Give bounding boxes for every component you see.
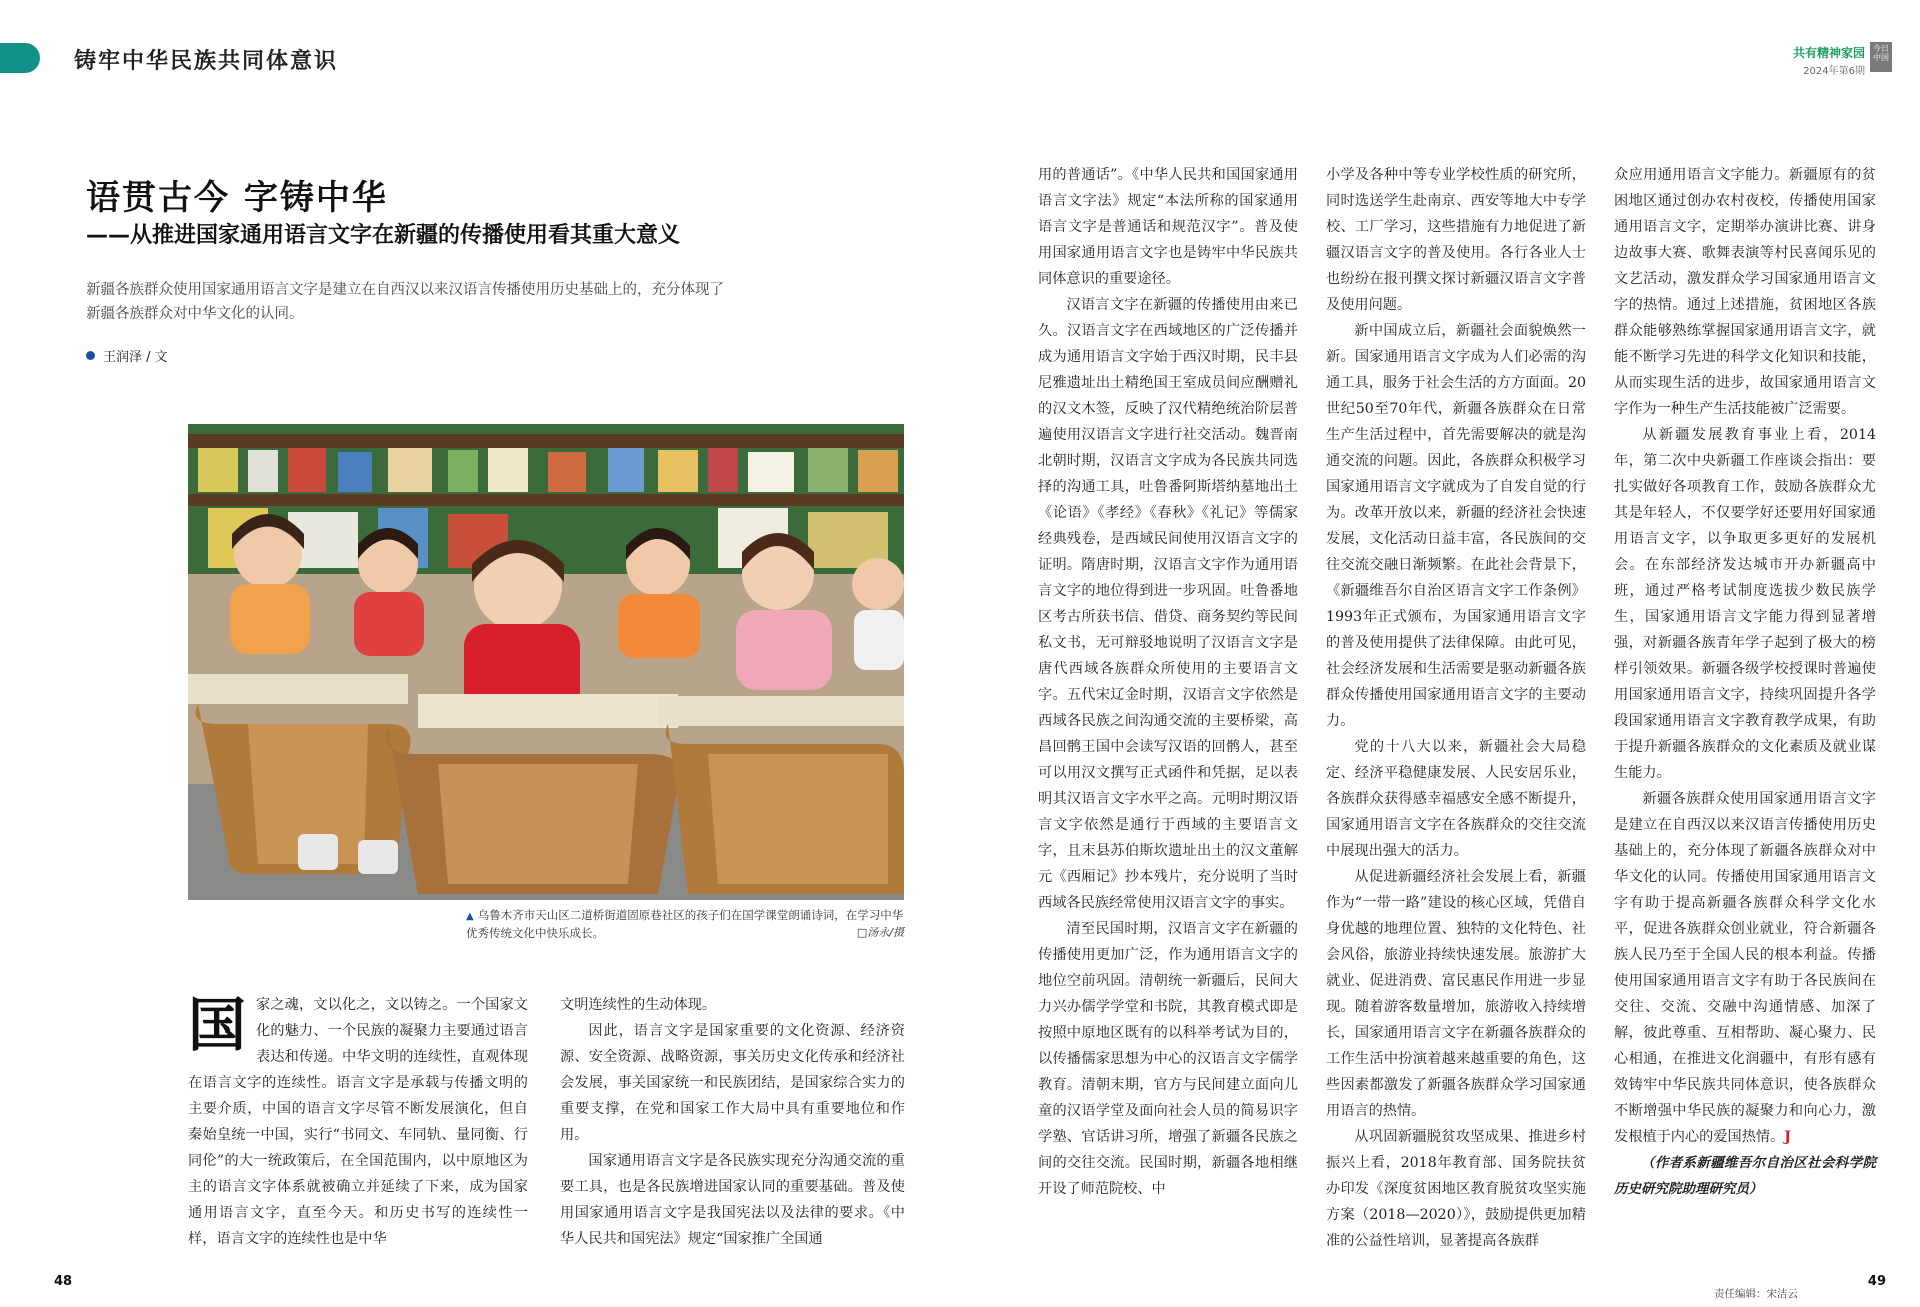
- photo-caption-text: 乌鲁木齐市天山区二道桥街道固原巷社区的孩子们在国学课堂朗诵诗词，在学习中华优秀传统文化中快乐成长。: [466, 908, 904, 940]
- photo-credit: □汤永/摄: [856, 926, 904, 939]
- author-name: 王润泽 / 文: [103, 350, 168, 365]
- body-paragraph: [1614, 786, 1876, 1150]
- body-column-3: [1038, 162, 1298, 1202]
- body-paragraph: 从促进新疆经济社会发展上看，新疆作为“一带一路”建设的核心区域，凭借自身优越的地理位置、独特的文化特色、社会风俗，旅游业持续快速发展。旅游扩大就业、促进消费、富民惠民作用进一步显现。随着游客数量增加，旅游收入持续增长，国家通用语言文字在新疆各族群众的工作生活中扮演着越来越重要的角色，这些因素都激发了新疆各族群众学习国家通用语言的热情。: [1326, 869, 1586, 1119]
- page-number-right: 49: [1867, 1274, 1886, 1289]
- caption-triangle-icon: ▲: [466, 911, 474, 922]
- body-paragraph: 国家通用语言文字是各民族实现充分沟通交流的重要工具，也是各民族增进国家认同的重要基础。普及使用国家通用语言文字是我国宪法以及法律的要求。《中华人民共和国宪法》规定“国家推广全国通: [560, 1153, 905, 1247]
- body-paragraph: 从巩固新疆脱贫攻坚成果、推进乡村振兴上看，2018年教育部、国务院扶贫办印发《深度贫困地区教育脱贫攻坚实施方案（2018—2020）》，鼓励提供更加精准的公益性培训，显著提高各族群: [1326, 1129, 1586, 1249]
- body-paragraph: 因此，语言文字是国家重要的文化资源、经济资源、安全资源、战略资源，事关历史文化传承和经济社会发展，事关国家统一和民族团结，是国家综合实力的重要支撑，在党和国家工作大局中具有重要地位和作用。: [560, 1023, 905, 1143]
- author-note: （作者系新疆维吾尔自治区社会科学院历史研究院助理研究员）: [1614, 1155, 1876, 1197]
- bullet-dot-icon: [86, 351, 95, 360]
- body-paragraph: 从新疆发展教育事业上看，2014年，第二次中央新疆工作座谈会指出：要扎实做好各项教育工作，鼓励各族群众尤其是年轻人，不仅要学好还要用好国家通用语言文字，以争取更多更好的发展机会。在东部经济发达城市开办新疆高中班，通过严格考试制度选拔少数民族学生，国家通用语言文字能力得到显著增强，对新疆各族青年学子起到了极大的榜样引领效果。新疆各级学校授课时普遍使用国家通用语言文字，持续巩固提升各学段国家通用语言文字教育教学成果，有助于提升新疆各族群众的文化素质及就业谋生能力。: [1614, 427, 1876, 781]
- article-lead: 新疆各族群众使用国家通用语言文字是建立在自西汉以来汉语言传播使用历史基础上的，充分体现了新疆各族群众对中华文化的认同。: [86, 282, 724, 322]
- drop-cap: 国: [188, 991, 247, 1059]
- body-column-5: [1614, 162, 1876, 1202]
- article-end-mark-icon: J: [1784, 1129, 1791, 1145]
- article-subheadline: ——从推进国家通用语言文字在新疆的传播使用看其重大意义: [86, 223, 681, 248]
- body-column-2: [560, 992, 905, 1252]
- body-paragraph: 新中国成立后，新疆社会面貌焕然一新。国家通用语言文字成为人们必需的沟通工具，服务于社会生活的方方面面。20世纪50至70年代，新疆各族群众在日常生产生活过程中，首先需要解决的就是沟通交流的问题。因此，各族群众积极学习国家通用语言文字就成为了自发自觉的行为。改革开放以来，新疆的经济社会快速发展，文化活动日益丰富，各民族间的交往交流交融日渐频繁。在此社会背景下，《新疆维吾尔自治区语言文字工作条例》1993年正式颁布，为国家通用语言文字的普及使用提供了法律保障。由此可见，社会经济发展和生活需要是驱动新疆各族群众传播使用国家通用语言文字的主要动力。: [1326, 323, 1586, 729]
- body-column-4: [1326, 162, 1586, 1254]
- body-paragraph: 小学及各种中等专业学校性质的研究所，同时选送学生赴南京、西安等地大中专学校、工厂学习，这些措施有力地促进了新疆汉语言文字的普及使用。各行各业人士也纷纷在报刊撰文探讨新疆汉语言文字普及使用问题。: [1326, 167, 1586, 313]
- body-column-1: [188, 992, 528, 1252]
- photo-caption: [466, 907, 906, 941]
- body-paragraph-text: 新疆各族群众使用国家通用语言文字是建立在自西汉以来汉语言传播使用历史基础上的，充分体现了新疆各族群众对中华文化的认同。传播使用国家通用语言文字有助于提高新疆各族群众科学文化水平，促进各族群众创业就业，符合新疆各族人民乃至于全国人民的根本利益。传播使用国家通用语言文字有助于各民族间在交往、交流、交融中沟通情感、加深了解，彼此尊重、互相帮助、凝心聚力、民心相通，在推进文化润疆中，有形有感有效铸牢中华民族共同体意识，使各族群众不断增强中华民族的凝聚力和向心力，激发根植于内心的爱国热情。: [1614, 791, 1876, 1145]
- article-author: [86, 346, 168, 365]
- page-number-left: 48: [54, 1274, 73, 1289]
- body-paragraph: 众应用通用语言文字能力。新疆原有的贫困地区通过创办农村夜校，传播使用国家通用语言文字，定期举办演讲比赛、讲身边故事大赛、歌舞表演等村民喜闻乐见的文艺活动，激发群众学习国家通用语言文字的热情。通过上述措施，贫困地区各族群众能够熟练掌握国家通用语言文字，就能不断学习先进的科学文化知识和技能，从而实现生活的进步，故国家通用语言文字作为一种生产生活技能被广泛需要。: [1614, 167, 1876, 417]
- brand-issue: 2024年第6期: [1803, 66, 1865, 77]
- body-paragraph: 汉语言文字在新疆的传播使用由来已久。汉语言文字在西域地区的广泛传播并成为通用语言文字始于西汉时期，民丰县尼雅遗址出土精绝国王室成员间应酬赠礼的汉文木签，反映了汉代精绝统治阶层普遍使用汉语言文字进行社交活动。魏晋南北朝时期，汉语言文字成为各民族共同选择的沟通工具，吐鲁番阿斯塔纳墓地出土《论语》《孝经》《春秋》《礼记》等儒家经典残卷，是西域民间使用汉语言文字的证明。隋唐时期，汉语言文字作为通用语言文字的地位得到进一步巩固。吐鲁番地区考古所获书信、借贷、商务契约等民间私文书，无可辩驳地说明了汉语言文字是唐代西域各族群众所使用的主要语言文字。五代宋辽金时期，汉语言文字依然是西域各民族之间沟通交流的主要桥梁，高昌回鹘王国中会读写汉语的回鹘人，甚至可以用汉文撰写正式函件和凭据，足以表明其汉语言文字水平之高。元明时期汉语言文字依然是通行于西域的主要语言文字，且末县苏伯斯坎遗址出土的汉文董解元《西厢记》抄本残片，充分说明了当时西域各民族经常使用汉语言文字的事实。: [1038, 297, 1298, 911]
- classroom-photo-illustration: [188, 424, 904, 900]
- section-tab-marker: [0, 43, 40, 73]
- body-paragraph: 党的十八大以来，新疆社会大局稳定、经济平稳健康发展、人民安居乐业，各族群众获得感幸福感安全感不断提升，国家通用语言文字在各族群众的交往交流中展现出强大的活力。: [1326, 739, 1586, 859]
- classroom-photo: [188, 424, 904, 900]
- brand-block: [1793, 44, 1865, 77]
- brand-name: 共有精神家园: [1792, 46, 1865, 60]
- article-headline: 语贯古今 字铸中华: [86, 178, 388, 218]
- body-paragraph: 用的普通话”。《中华人民共和国国家通用语言文字法》规定“本法所称的国家通用语言文字是普通话和规范汉字”。普及使用国家通用语言文字也是铸牢中华民族共同体意识的重要途径。: [1038, 167, 1298, 287]
- body-paragraph: 家之魂，文以化之，文以铸之。一个国家文化的魅力、一个民族的凝聚力主要通过语言表达和传递。中华文明的连续性，直观体现在语言文字的连续性。语言文字是承载与传播文明的主要介质，中国的语言文字尽管不断发展演化，但自秦始皇统一中国，实行“书同文、车同轨、量同衡、行同伦”的大一统政策后，在全国范围内，以中原地区为主的语言文字体系就被确立并延续了下来，成为国家通用语言文字，直至今天。和历史书写的连续性一样，语言文字的连续性也是中华: [188, 997, 528, 1247]
- body-paragraph: 文明连续性的生动体现。: [560, 997, 717, 1013]
- brand-logo-box: 今日中国: [1870, 42, 1892, 72]
- body-paragraph: 清至民国时期，汉语言文字在新疆的传播使用更加广泛，作为通用语言文字的地位空前巩固。清朝统一新疆后，民间大力兴办儒学学堂和书院，其教育模式即是按照中原地区既有的以科举考试为目的，以传播儒家思想为中心的汉语言文字儒学教育。清朝末期，官方与民间建立面向儿童的汉语学堂及面向社会人员的简易识字学塾、官话讲习所，增强了新疆各民族之间的交往交流。民国时期，新疆各地相继开设了师范院校、中: [1038, 921, 1298, 1197]
- editor-credit: 责任编辑：宋洁云: [1714, 1288, 1798, 1300]
- section-title: 铸牢中华民族共同体意识: [74, 48, 339, 74]
